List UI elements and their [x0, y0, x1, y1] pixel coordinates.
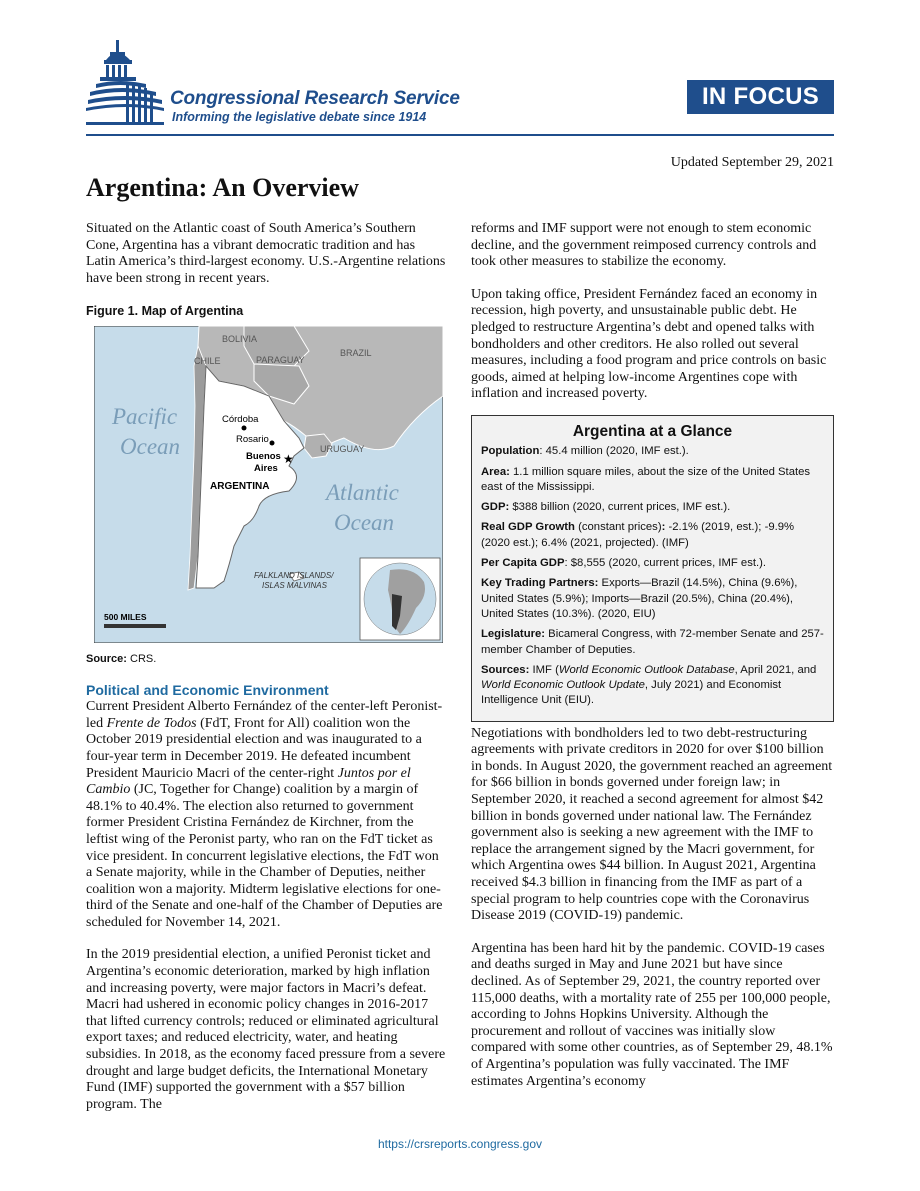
debt-paragraph: Negotiations with bondholders led to two debt-restructuring agreements with private creditors in 2020 for over $100 billion in bonds. In August 2020, the government reached an agreement for $66 billion in bonds governed under foreign law; in September 2020, it reached a second agreement for almost $42 billion in bonds governed under national law. The Fernández government also is seeking a new agreement with the IMF to replace the arrangement signed by the Macri government, for which Argentina owes $44 billion. In August 2021, Argentina received $4.3 billion in financing from the IMF as part of a special program to help countries cope with the Coronavirus Disease 2019 (COVID-19) pandemic.: [471, 725, 833, 924]
source-label: Source:: [86, 652, 127, 665]
page-header: [86, 38, 834, 138]
figure-title: Figure 1. Map of Argentina: [86, 304, 244, 319]
label-atlantic: Atlantic: [326, 479, 399, 505]
fernandez-paragraph: Upon taking office, President Fernández faced an economy in recession, high poverty, and unsustainable public debt. He pledged to restructure Argentina’s debt and opened talks with bondholders and other creditors. He also rolled out several measures, including a food program and price controls on basic goods, aimed at helping low-income Argentines cope with inflation and increased poverty.: [471, 286, 827, 402]
label-atlantic-ocean: Ocean: [334, 509, 395, 535]
glance-sources: Sources: IMF (World Economic Outlook Database, April 2021, and World Economic Outlook Update, July 2021) and Economist Intelligence Unit (EIU).: [481, 663, 817, 707]
at-a-glance-box: [471, 415, 834, 722]
election-paragraph: In the 2019 presidential election, a unified Peronist ticket and Argentina’s economic deterioration, marked by high inflation and increasing poverty, were major factors in Macri’s defeat. Macri had ushered in economic policy changes in 2016-2017 that lifted currency controls; reduced or eliminated agricultural export taxes; and reduced electricity, water, and heating subsidies. In 2018, as the economy faced pressure from a severe drought and large budget deficits, the International Monetary Fund (IMF) supported the government with a $57 billion program. The: [86, 947, 446, 1112]
glance-population: Population: 45.4 million (2020, IMF est.).: [481, 445, 689, 458]
pandemic-paragraph: Argentina has been hard hit by the pandemic. COVID-19 cases and deaths surged in May and June 2021 but have since declined. As of September 29, 2021, the country reported over 115,000 deaths, with a mortality rate of 255 per 100,000 people, according to Johns Hopkins University. Although the procurement and rollout of vaccines was initially slow compared with some other countries, as of September 29, 48.1% of Argentina’s population was fully vaccinated. The IMF estimates Argentina’s economy: [471, 940, 833, 1089]
label-scale: 500 MILES: [104, 611, 147, 622]
label-bolivia: BOLIVIA: [222, 333, 258, 344]
label-pacific: Pacific: [112, 403, 178, 429]
updated-date: Updated September 29, 2021: [670, 155, 834, 170]
glance-gdp: GDP: $388 billion (2020, current prices, IMF est.).: [481, 501, 731, 514]
label-malvinas: ISLAS MALVINAS: [262, 580, 327, 590]
source-value: CRS.: [130, 652, 157, 665]
label-rosario: Rosario: [236, 433, 269, 445]
label-uruguay: URUGUAY: [320, 443, 365, 454]
glance-title: Argentina at a Glance: [572, 422, 733, 440]
svg-text:★: ★: [283, 451, 294, 466]
label-paraguay: PARAGUAY: [256, 354, 305, 365]
reforms-paragraph: reforms and IMF support were not enough to stem economic decline, and the government reimposed currency controls and took other measures to stabilize the economy.: [471, 221, 817, 270]
label-pacific-ocean: Ocean: [120, 433, 181, 459]
glance-area: Area: 1.1 million square miles, about the size of the United States east of the Mississippi.: [481, 465, 811, 493]
argentina-map: [94, 326, 443, 643]
left-column: [86, 221, 448, 1129]
politics-paragraph: Current President Alberto Fernández of the center-left Peronist-led Frente de Todos (FdT, Front for All) coalition won the October 2019 presidential election and was inaugurated to a four-year term in December 2019. He defeated incumbent President Mauricio Macri of the center-right Juntos por el Cambio (JC, Together for Change) coalition by a margin of 48.1% to 40.4%. The election also returned to government former President Cristina Fernández de Kirchner, from the leftist wing of the Peronist party, who ran on the FdT ticket as vice president. In concurrent legislative elections, the FdT won a Senate majority, while in the Chamber of Deputies, neither coalition won a majority. Midterm legislative elections for one-third of the Senate and one-half of the Chamber of Deputies are scheduled for November 14, 2021.: [86, 699, 443, 930]
page-title: Argentina: An Overview: [86, 173, 359, 202]
label-brazil: BRAZIL: [340, 347, 372, 358]
org-name: Congressional Research Service: [170, 88, 460, 109]
figure-source: [86, 651, 448, 668]
section-heading: Political and Economic Environment: [86, 681, 329, 698]
org-tagline: Informing the legislative debate since 1914: [172, 110, 427, 124]
glance-per-capita: Per Capita GDP: $8,555 (2020, current prices, IMF est.).: [481, 557, 767, 570]
label-cordoba: Córdoba: [222, 413, 259, 425]
label-falkland: FALKLAND ISLANDS/: [254, 570, 334, 580]
glance-real-gdp: Real GDP Growth (constant prices): -2.1% (2019, est.); -9.9% (2020 est.); 6.4% (2021, projected). (IMF): [481, 521, 795, 549]
glance-legislature: Legislature: Bicameral Congress, with 72-member Senate and 257-member Chamber of Deputies.: [481, 628, 824, 656]
map-graphic: [94, 326, 443, 643]
capitol-dome-logo-icon: [86, 38, 166, 130]
label-aires: Aires: [254, 462, 278, 474]
right-column: [471, 221, 834, 1106]
footer-link[interactable]: https://crsreports.congress.gov: [377, 1137, 543, 1151]
glance-trade: Key Trading Partners: Exports—Brazil (14.5%), China (9.6%), United States (5.9%); Imports—Brazil (20.5%), China (20.4%), United States (10.3%). (2020, EIU): [481, 577, 798, 620]
label-argentina: ARGENTINA: [210, 480, 270, 492]
in-focus-badge: IN FOCUS: [687, 80, 834, 114]
intro-paragraph: Situated on the Atlantic coast of South America’s Southern Cone, Argentina has a vibrant democratic tradition and has Latin America’s third-largest economy. U.S.-Argentine relations have been strong in recent years.: [86, 221, 446, 286]
label-chile: CHILE: [194, 355, 221, 366]
label-buenos: Buenos: [246, 450, 281, 462]
header-divider: [86, 134, 834, 136]
